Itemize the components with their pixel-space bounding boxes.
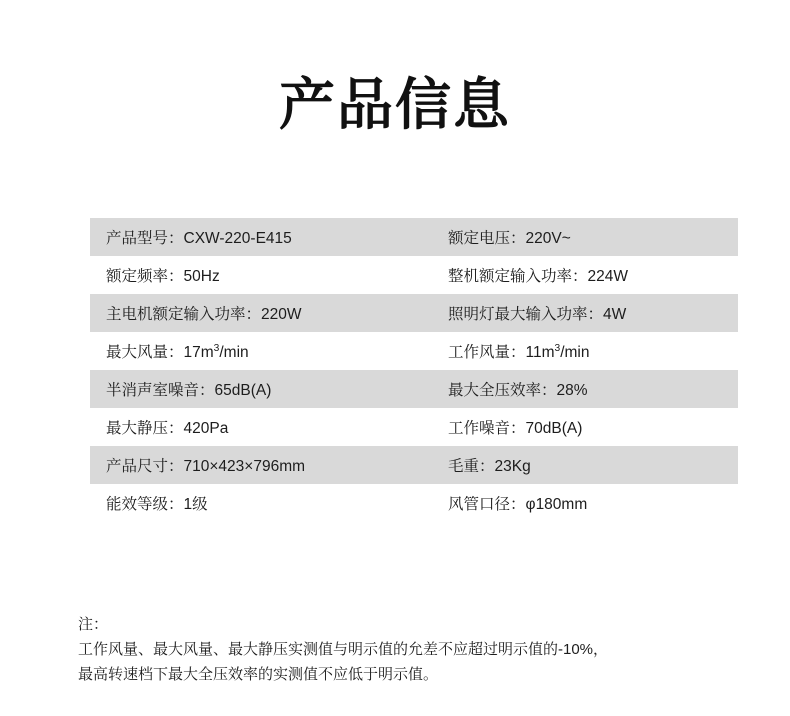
table-row — [90, 484, 738, 522]
page-title: 产品信息 — [279, 73, 511, 136]
notes-line-2: 最高转速档下最大全压效率的实测值不应低于明示值。 — [78, 666, 439, 683]
specification-table — [90, 218, 738, 522]
spec-label: 能效等级： — [106, 496, 184, 513]
spec-cell-right — [426, 218, 738, 256]
spec-label: 产品尺寸： — [106, 458, 184, 475]
spec-value: 220V~ — [525, 230, 571, 247]
table-row — [90, 294, 738, 332]
notes-heading: 注： — [78, 616, 109, 633]
spec-cell-right — [426, 332, 738, 370]
spec-label: 风管口径： — [448, 496, 526, 513]
spec-value: φ180mm — [525, 496, 588, 513]
spec-cell-left — [90, 218, 426, 256]
spec-value: 710×423×796mm — [183, 458, 306, 475]
spec-value-base: 11m — [525, 344, 555, 361]
spec-value: 70dB(A) — [525, 420, 583, 437]
spec-label: 额定频率： — [106, 268, 184, 285]
spec-label: 工作噪音： — [448, 420, 526, 437]
spec-value: 220W — [261, 306, 302, 323]
table-row — [90, 332, 738, 370]
spec-label: 整机额定输入功率： — [448, 268, 588, 285]
spec-label: 毛重： — [448, 458, 495, 475]
spec-value: CXW-220-E415 — [183, 230, 292, 247]
spec-value: 28% — [556, 382, 588, 399]
spec-cell-left — [90, 256, 426, 294]
spec-value: 1级 — [183, 496, 208, 513]
spec-label: 产品型号： — [106, 230, 184, 247]
table-row — [90, 446, 738, 484]
spec-label: 最大全压效率： — [448, 382, 557, 399]
spec-value: 224W — [587, 268, 629, 285]
spec-value-exponent: 3 — [554, 342, 561, 354]
spec-cell-right — [426, 294, 738, 332]
spec-cell-right — [426, 484, 738, 522]
spec-value-tail: /min — [560, 344, 590, 361]
spec-cell-right — [426, 446, 738, 484]
spec-cell-right — [426, 408, 738, 446]
table-row — [90, 256, 738, 294]
spec-label: 额定电压： — [448, 230, 526, 247]
table-row — [90, 370, 738, 408]
spec-cell-left — [90, 294, 426, 332]
notes-block — [78, 612, 728, 687]
spec-cell-right — [426, 256, 738, 294]
spec-value-base: 17m — [183, 344, 214, 361]
spec-cell-right — [426, 370, 738, 408]
spec-value-exponent: 3 — [213, 342, 220, 354]
spec-value: 50Hz — [183, 268, 220, 285]
spec-label: 照明灯最大输入功率： — [448, 306, 604, 323]
spec-cell-left — [90, 446, 426, 484]
spec-label: 最大风量： — [106, 344, 184, 361]
spec-label: 工作风量： — [448, 344, 526, 361]
spec-cell-left — [90, 408, 426, 446]
spec-cell-left — [90, 484, 426, 522]
spec-label: 半消声室噪音： — [106, 382, 215, 399]
spec-label: 最大静压： — [106, 420, 184, 437]
spec-cell-left — [90, 370, 426, 408]
table-row — [90, 408, 738, 446]
spec-label: 主电机额定输入功率： — [106, 306, 262, 323]
spec-value: 65dB(A) — [214, 382, 272, 399]
spec-value-tail: /min — [219, 344, 249, 361]
spec-cell-left — [90, 332, 426, 370]
spec-value: 4W — [603, 306, 627, 323]
table-row — [90, 218, 738, 256]
spec-value: 23Kg — [494, 458, 531, 475]
spec-value: 420Pa — [183, 420, 229, 437]
notes-line-1: 工作风量、最大风量、最大静压实测值与明示值的允差不应超过明示值的-10%， — [78, 641, 609, 658]
